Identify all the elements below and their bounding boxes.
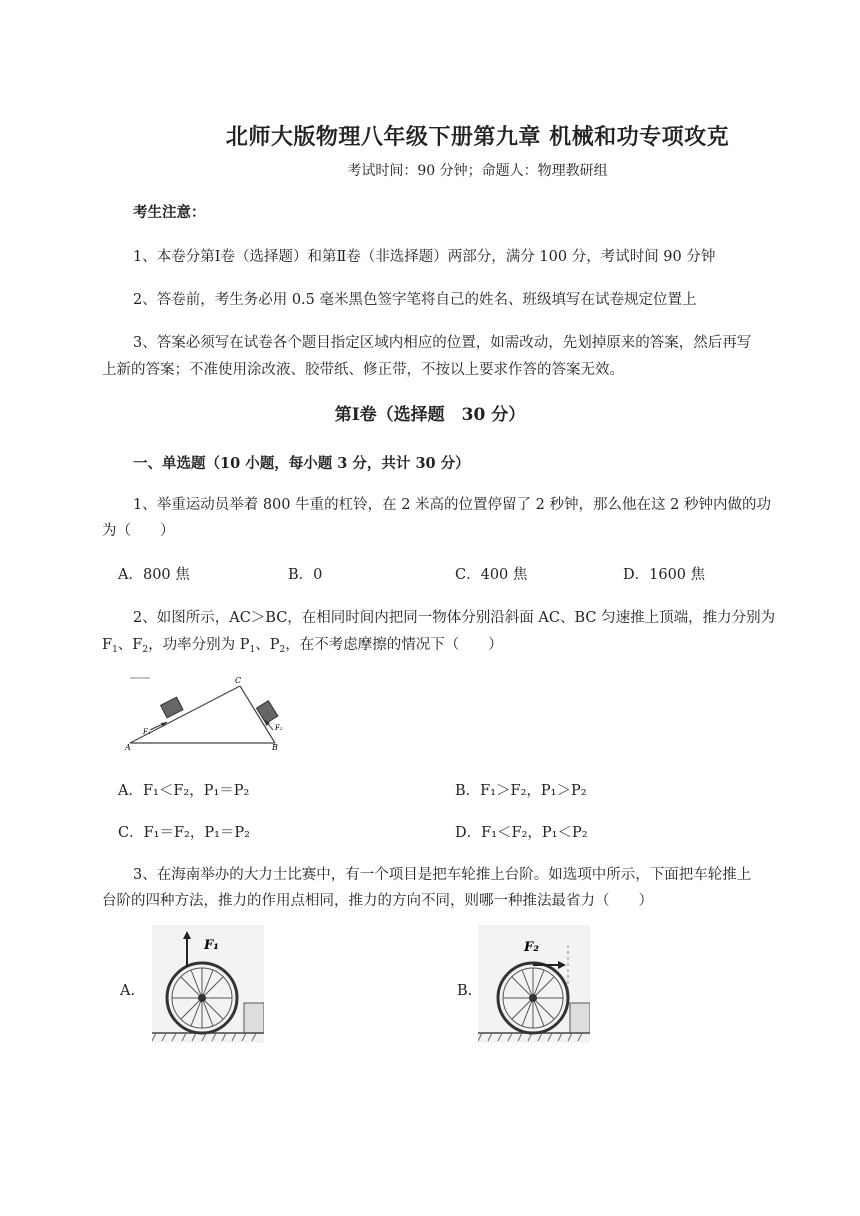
question-3-stem: 3、在海南举办的大力士比赛中，有一个项目是把车轮推上台阶。如选项中所示，下面把车轮推上: [133, 867, 752, 883]
q3-option-b[interactable]: B.: [457, 983, 473, 999]
part-title: 一、单选题（10 小题，每小题 3 分，共计 30 分）: [133, 455, 470, 472]
question-2-stem: 2、如图所示，AC＞BC，在相同时间内把同一物体分别沿斜面 AC、BC 匀速推上顶端，推力分别为: [133, 610, 776, 626]
q1-option-b[interactable]: B．0: [288, 567, 323, 583]
notice-item-3: 3、答案必须写在试卷各个题目指定区域内相应的位置，如需改动，先划掉原来的答案，然后再写: [133, 335, 752, 351]
q2-option-a[interactable]: A．F₁＜F₂，P₁＝P₂: [118, 783, 250, 799]
wheel-figure-b: [478, 925, 590, 1043]
question-1-stem-cont: 为（ ）: [102, 523, 175, 539]
q1-option-d[interactable]: D．1600 焦: [623, 567, 706, 583]
notice-item-3-cont: 上新的答案；不准使用涂改液、胶带纸、修正带，不按以上要求作答的答案无效。: [102, 362, 624, 378]
label-b: B: [272, 743, 278, 752]
notice-heading: 考生注意：: [133, 204, 206, 221]
q2-option-c[interactable]: C．F₁＝F₂，P₁＝P₂: [118, 825, 250, 841]
question-3-stem-cont: 台阶的四种方法，推力的作用点相同，推力的方向不同，则哪一种推法最省力（ ）: [102, 893, 653, 909]
wheel-figure-a: [152, 925, 264, 1043]
q3-option-a[interactable]: A.: [120, 983, 136, 999]
notice-item-2: 2、答卷前，考生务必用 0.5 毫米黑色签字笔将自己的姓名、班级填写在试卷规定位置上: [133, 292, 697, 308]
section-title: 第Ⅰ卷（选择题 30 分）: [334, 405, 526, 425]
q1-option-c[interactable]: C．400 焦: [455, 567, 528, 583]
notice-item-1: 1、本卷分第Ⅰ卷（选择题）和第Ⅱ卷（非选择题）两部分，满分 100 分，考试时间 90 分钟: [133, 249, 716, 265]
q2-option-b[interactable]: B．F₁＞F₂，P₁＞P₂: [455, 783, 587, 799]
label-a: A: [125, 743, 131, 752]
label-c: C: [235, 676, 242, 685]
q2-option-d[interactable]: D．F₁＜F₂，P₁＜P₂: [455, 825, 588, 841]
question-1-stem: 1、举重运动员举着 800 牛重的杠铃，在 2 米高的位置停留了 2 秒钟，那么他在这 2 秒钟内做的功: [133, 497, 771, 513]
label-f1: F₁: [143, 728, 151, 736]
label-f2: F₂: [524, 940, 539, 955]
q1-option-a[interactable]: A．800 焦: [118, 567, 190, 583]
label-f2: F₂: [275, 724, 283, 732]
exam-info: 考试时间：90 分钟；命题人：物理教研组: [347, 163, 608, 179]
incline-figure: [115, 668, 305, 758]
label-f1: F₁: [204, 938, 219, 953]
question-2-stem-cont: $F_1$、$F_2$，功率分别为 $P_1$、$P_2$，在不考虑摩擦的情况下（ ）: [102, 637, 503, 655]
page-title: 北师大版物理八年级下册第九章 机械和功专项攻克: [225, 124, 730, 150]
